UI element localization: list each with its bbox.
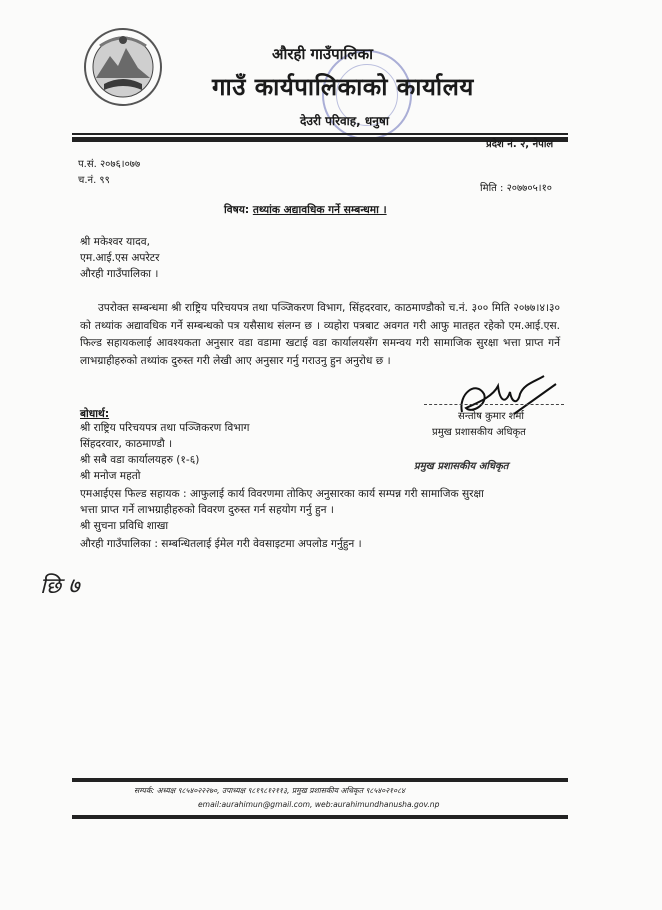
designation-stamp: प्रमुख प्रशासकीय अधिकृत xyxy=(414,461,509,472)
recipient-line-3: औरही गाउँपालिका । xyxy=(80,268,159,280)
cc-line-6: भत्ता प्राप्त गर्ने लाभग्राहीहरुको विवरण दुरुस्त गर्न सहयोग गर्नु हुन । xyxy=(80,504,334,516)
subject-text: तथ्यांक अद्यावधिक गर्ने सम्बन्धमा । xyxy=(252,204,387,216)
header-rule-top xyxy=(72,133,568,135)
nepal-emblem-icon xyxy=(82,26,164,108)
cc-line-3: श्री सबै वडा कार्यालयहरु (१-६) xyxy=(80,454,200,466)
footer-web: email:aurahimun@gmail.com, web:aurahimundhanusha.gov.np xyxy=(198,800,440,809)
cc-line-4: श्री मनोज महतो xyxy=(80,470,141,482)
signatory-name: सन्तोष कुमार शर्मा xyxy=(458,411,524,422)
cc-line-2: सिंहदरवार, काठमाण्डौ । xyxy=(80,438,173,450)
signatory-title: प्रमुख प्रशासकीय अधिकृत xyxy=(432,427,526,438)
cc-heading: बोधार्थ: xyxy=(80,408,110,420)
recipient-line-2: एम.आई.एस अपरेटर xyxy=(80,252,160,264)
reference-number: प.सं. २०७६।०७७ xyxy=(78,159,141,170)
office-address: देउरी परिवाह, धनुषा xyxy=(300,114,389,128)
footer-rule-top xyxy=(72,778,568,782)
cc-line-7: श्री सुचना प्रविधि शाखा xyxy=(80,520,169,532)
cc-line-8: औरही गाउँपालिका : सम्बन्धितलाई ईमेल गरी वेवसाइटमा अपलोड गर्नुहुन । xyxy=(80,538,362,550)
subject-line xyxy=(224,202,387,218)
letter-date: मिति : २०७७०५।१० xyxy=(480,183,552,194)
footer-contacts: सम्पर्क: अध्यक्ष ९८५४०२२२७०, उपाध्यक्ष ९८१९८१२११३, प्रमुख प्रशासकीय अधिकृत ९८५४०२१०८४ xyxy=(134,786,405,795)
handwritten-note: छि ७ xyxy=(40,574,80,599)
province-label: प्रदेश नं. २, नेपाल xyxy=(486,139,554,150)
cc-line-1: श्री राष्ट्रिय परिचयपत्र तथा पञ्जिकरण विभाग xyxy=(80,422,250,434)
municipality-name: औरही गाउँपालिका xyxy=(272,45,373,63)
subject-prefix: विषय: xyxy=(224,204,250,216)
dispatch-number: च.नं. ९९ xyxy=(78,175,110,186)
signature-line xyxy=(424,404,564,405)
cc-line-5: एमआईएस फिल्ड सहायक : आफुलाई कार्य विवरणमा तोकिए अनुसारका कार्य सम्पन्न गरी सामाजिक सुरक्षा xyxy=(80,488,484,500)
recipient-line-1: श्री मकेश्वर यादव, xyxy=(80,236,150,248)
office-title: गाउँ कार्यपालिकाको कार्यालय xyxy=(212,73,474,101)
footer-rule-bottom xyxy=(72,815,568,819)
body-paragraph: उपरोक्त सम्बन्धमा श्री राष्ट्रिय परिचयपत्र तथा पञ्जिकरण विभाग, सिंहदरवार, काठमाण्डौको च.नं. ३०० मिति २०७७।४।३० को तथ्यांक अद्यावधिक गर्ने सम्बन्धको पत्र यसैसाथ संलग्न छ । व्यहोरा पत्रबाट अवगत गरी आफु मातहत रहेको एम.आई.एस. फिल्ड सहायकलाई आवश्यकता अनुसार वडा वडामा खटाई वडा कार्यालयसँग समन्वय गरी सामाजिक सुरक्षा भत्ता प्राप्त गर्ने लाभग्राहीहरुको तथ्यांक दुरुस्त गरी लेखी आए अनुसार गर्नु गराउनु हुन अनुरोध छ । xyxy=(80,302,560,367)
